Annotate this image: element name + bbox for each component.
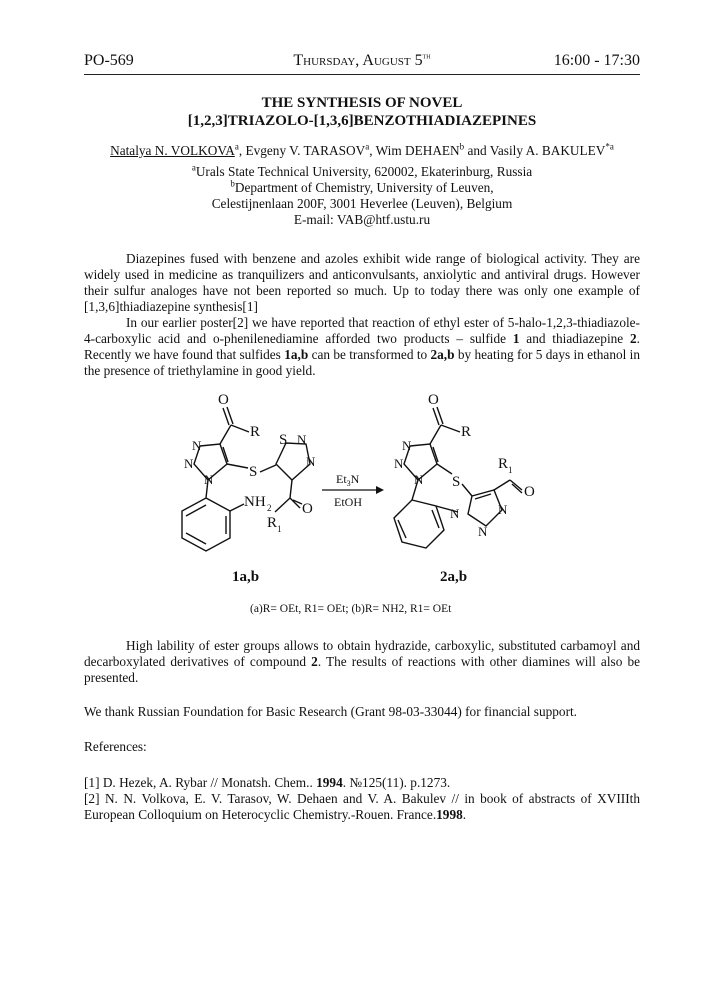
reference-1: [1] D. Hezek, A. Rybar // Monatsh. Chem.. 1994. №125(11). p.1273. (84, 775, 451, 790)
svg-text:O: O (524, 484, 535, 500)
compound-2-atoms (394, 392, 535, 539)
reaction-arrow (322, 472, 384, 509)
paper-title: THE SYNTHESIS OF NOVEL [1,2,3]TRIAZOLO-[1,3,6]BENZOTHIADIAZEPINES (187, 95, 537, 129)
paragraph-3: High lability of ester groups allows to obtain hydrazide, carboxylic, substituted carbamoyl and decarboxylated derivatives of compound 2. The results of reactions with other diamines will also be presented. (84, 638, 640, 685)
paragraph-2: In our earlier poster[2] we have reported that reaction of ethyl ester of 5-halo-1,2,3-thiadiazole-4-carboxylic acid and o-phenilenediamine afforded two products – sulfide 1 and thiadiazepine 2. Recently we have found that sulfides 1a,b can be transformed to 2a,b by heating for 5 days in ethanol in the presence of triethylamine in good yield. (84, 315, 640, 378)
svg-text:N: N (478, 524, 488, 539)
intro-text (84, 251, 640, 379)
compound-2-label: 2a,b (440, 569, 468, 585)
compound-1-label: 1a,b (232, 569, 260, 585)
scheme-caption: (a)R= OEt, R1= OEt; (b)R= NH2, R1= OEt (250, 603, 452, 615)
paragraph-1: Diazepines fused with benzene and azoles exhibit wide range of biological activity. They are widely used in medicine as tranquilizers and anticonvulsants, anxiolytic and antiviral drugs. However their sulfur analoges have not been reported so much. Up to today there was only one example of [1,3,6]thiadiazepine synthesis[1] (84, 251, 640, 314)
svg-text:O: O (428, 392, 439, 408)
svg-text:Et3N: $Et_3N$ (336, 472, 360, 488)
compound-1-structure (182, 407, 310, 551)
reference-2: [2] N. N. Volkova, E. V. Tarasov, W. Dehaen and V. A. Bakulev // in book of abstracts of XVIIIth European Colloquium on Heterocyclic Chemistry.-Rouen. France.1998. (84, 791, 640, 822)
svg-text:S: S (279, 432, 288, 448)
svg-text:N: N (204, 472, 214, 487)
author-list: Natalya N. VOLKOVA$^a$, Evgeny V. TARASOV$^a$, Wim DEHAEN$^b$ and Vasily A. BAKULEV$^{*a}$ (110, 141, 614, 158)
svg-text:N: N (192, 438, 202, 453)
svg-text:R: R (498, 456, 509, 472)
session-day: Thursday, August 5th (293, 50, 431, 69)
affiliations: $^a$Urals State Technical University, 620002, Ekaterinburg, Russia $^b$Department of Chemistry, University of Leuven, Celestijnenlaan 200F, 3001 Heverlee (Leuven), Belgium E-mail: VAB@htf.ustu.ru (84, 164, 640, 228)
poster-code: PO-569 (84, 52, 134, 69)
svg-text:1: 1 (508, 465, 513, 475)
svg-text:O: O (302, 501, 313, 517)
running-header (84, 52, 640, 75)
svg-text:N: N (402, 438, 412, 453)
svg-text:S: S (249, 464, 258, 480)
svg-text:R: R (250, 424, 261, 440)
email: E-mail: VAB@htf.ustu.ru (293, 212, 431, 227)
svg-text:NH: NH (244, 494, 266, 510)
svg-text:N: N (414, 472, 424, 487)
svg-text:N: N (306, 454, 316, 469)
svg-text:N: N (297, 432, 307, 447)
svg-text:2: 2 (267, 503, 272, 513)
svg-text:R: R (461, 424, 472, 440)
svg-text:1: 1 (277, 524, 282, 534)
svg-text:N: N (450, 506, 460, 521)
results-text (84, 638, 640, 686)
svg-text:R: R (267, 515, 278, 531)
compound-1-atoms (184, 392, 316, 534)
session-time: 16:00 - 17:30 (553, 52, 640, 69)
acknowledgement: We thank Russian Foundation for Basic Research (Grant 98-03-33044) for financial support. (84, 704, 578, 719)
references-heading: References: (84, 739, 147, 754)
svg-text:N: N (394, 456, 404, 471)
svg-text:N: N (184, 456, 194, 471)
reference-list (84, 775, 640, 823)
svg-text:O: O (218, 392, 229, 408)
svg-text:S: S (452, 474, 461, 490)
svg-text:EtOH: EtOH (334, 495, 362, 509)
reaction-scheme (150, 388, 580, 618)
svg-text:N: N (498, 502, 508, 517)
